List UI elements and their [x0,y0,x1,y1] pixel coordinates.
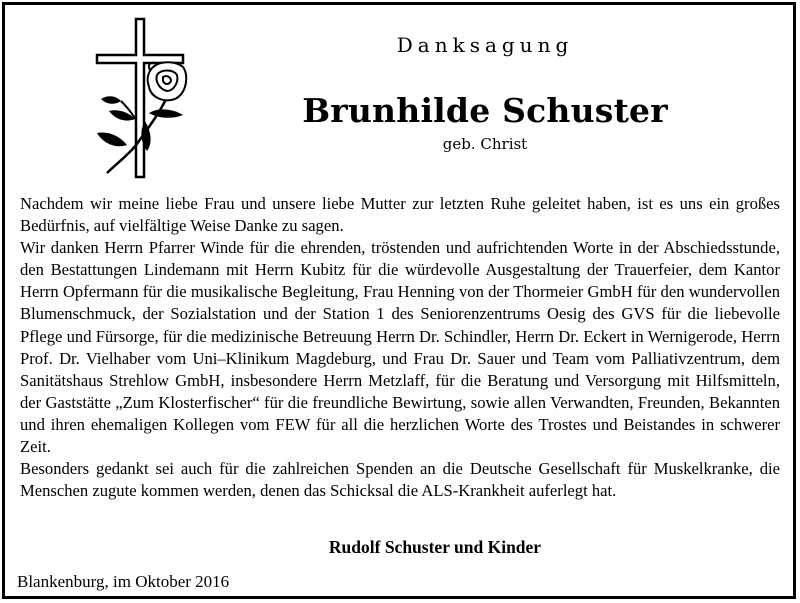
maiden-name: geb. Christ [442,135,528,153]
notice-heading: Danksagung [396,33,574,57]
notice-body [20,193,780,502]
place-date: Blankenburg, im Oktober 2016 [17,572,230,591]
cross-with-rose-icon [87,15,197,180]
signature: Rudolf Schuster und Kinder [328,537,542,557]
body-paragraph: Nachdem wir meine liebe Frau und unsere liebe Mutter zur letzten Ruhe geleitet haben, ist es uns ein großes Bedürfnis, auf vielfältige Weise Danke zu sagen. [20,194,780,236]
body-paragraph: Besonders gedankt sei auch für die zahlreichen Spenden an die Deutsche Gesellschaft für Muskelkranke, die Menschen zugute kommen werden, denen das Schicksal die ALS-Krankheit auferlegt hat. [20,459,780,501]
deceased-name: Brunhilde Schuster [302,91,668,130]
body-paragraph: Wir danken Herrn Pfarrer Winde für die ehrenden, tröstenden und aufrichtenden Worte in der Abschiedsstunde, den Bestattungen Lindemann mit Herrn Kubitz für die würdevolle Ausgestaltung der Trauerfeier, dem Kantor Herrn Opfermann für die musikalische Begleitung, Frau Henning von der Thormeier GmbH für den wundervollen Blumenschmuck, der Sozialstation und der Station 1 des Seniorenzentrums Oesig des GVS für die liebevolle Pflege und Fürsorge, für die medizinische Betreuung Herrn Dr. Schindler, Herrn Dr. Eckert in Wernigerode, Herrn Prof. Dr. Vielhaber vom Uni–Klinikum Magdeburg, und Frau Dr. Sauer und Team vom Palliativzentrum, dem Sanitätshaus Strehlow GmbH, insbesondere Herrn Metzlaff, für die Beratung und Versorgung mit Hilfsmitteln, der Gaststätte „Zum Klosterfischer“ für die freundliche Bewirtung, sowie allen Verwandten, Freunden, Bekannten und ihren ehemaligen Kollegen vom FEW für all die herzlichen Worte des Trostes und Beistandes in schwerer Zeit. [20,238,780,457]
obituary-notice [2,2,796,599]
